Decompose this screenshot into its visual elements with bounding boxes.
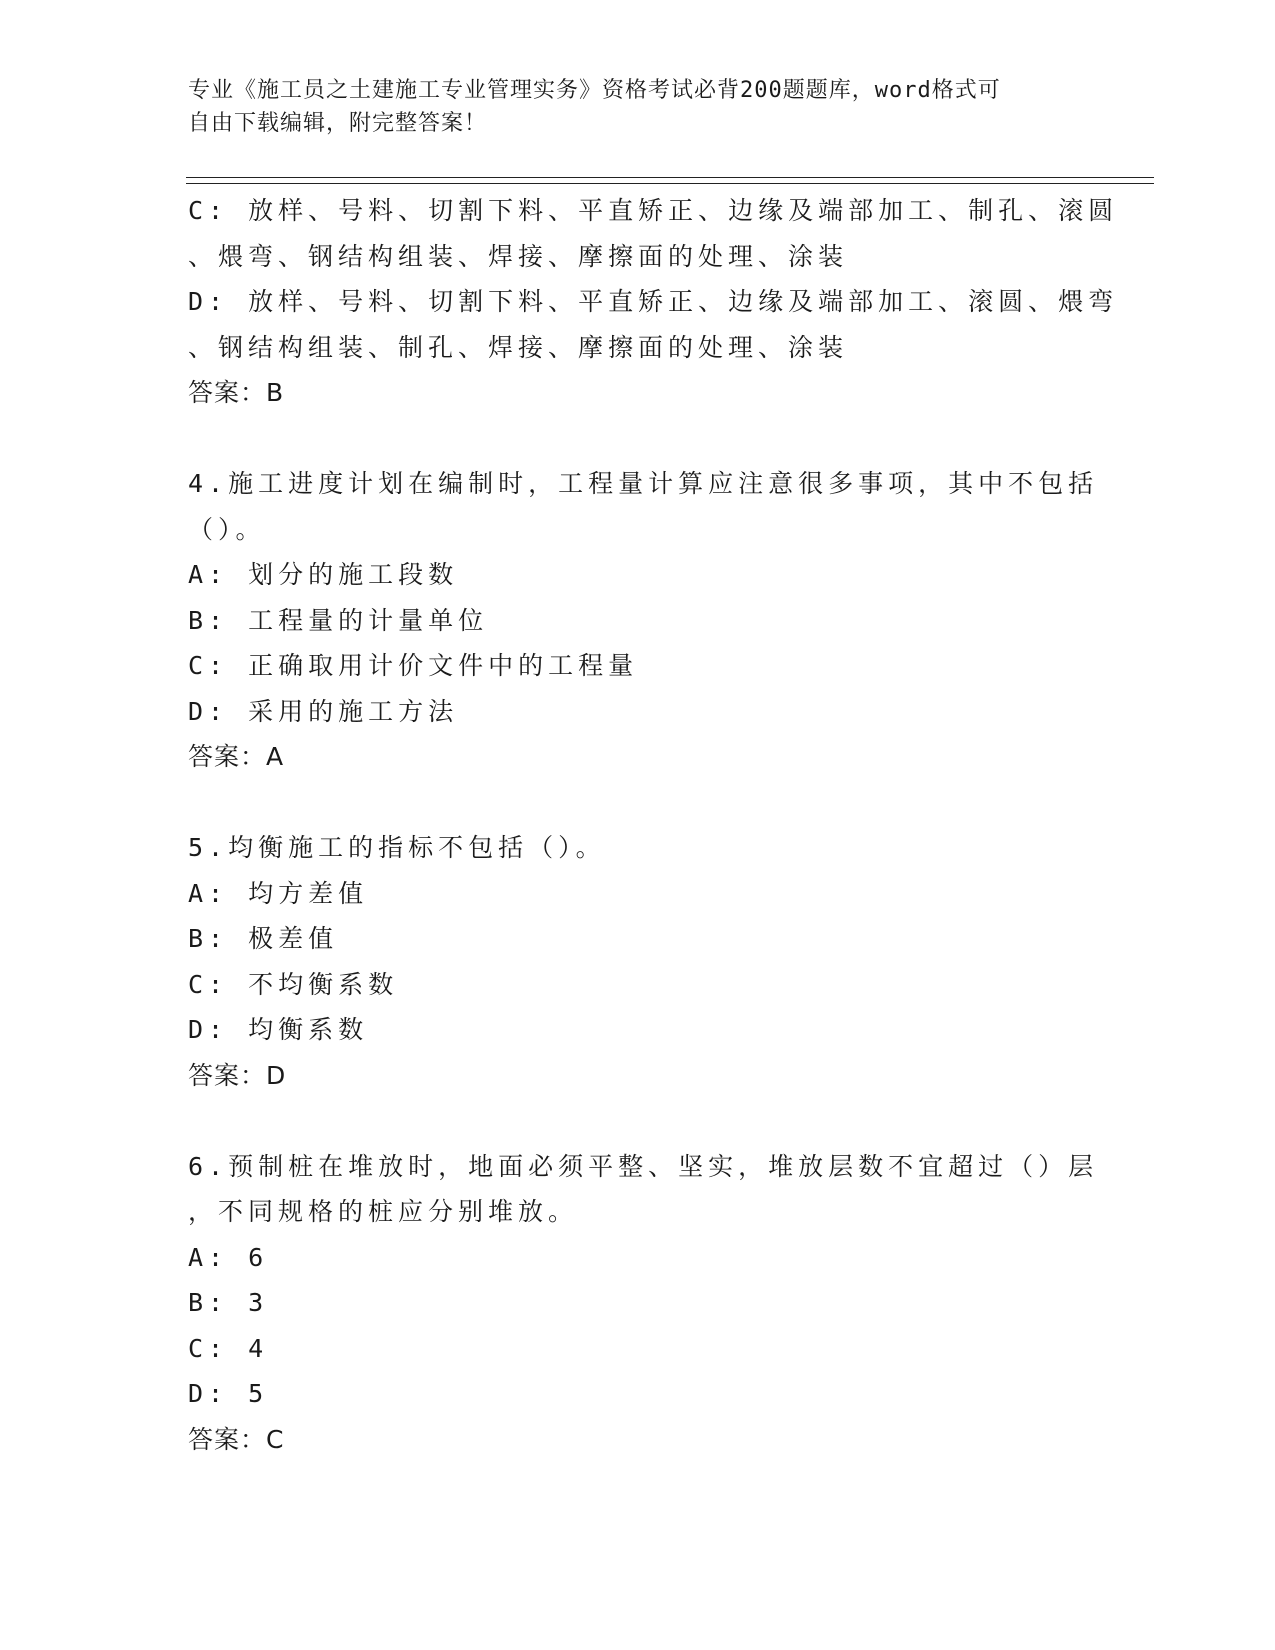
- option-d-line-2: 、钢结构组装、制孔、焊接、摩擦面的处理、涂装: [188, 332, 849, 362]
- option-a: A: 划分的施工段数: [188, 560, 459, 589]
- question-3-continuation: [188, 188, 1119, 416]
- spacer: [188, 416, 1088, 462]
- option-a: A: 6: [188, 1242, 269, 1272]
- spacer: [188, 1098, 1088, 1144]
- question-stem-line-2: ，不同规格的桩应分别堆放。: [188, 1197, 579, 1226]
- question-4: [188, 461, 1099, 780]
- question-list: [188, 188, 1119, 1462]
- answer-line: 答案：B: [188, 378, 285, 407]
- question-stem-line-2: （）。: [188, 514, 266, 544]
- header-title-line-1: 专业《施工员之土建施工专业管理实务》资格考试必背200题题库，word格式可: [188, 78, 1001, 103]
- option-d: D: 均衡系数: [188, 1015, 369, 1044]
- spacer: [188, 780, 1088, 826]
- question-stem-line-1: 5.均衡施工的指标不包括（）。: [188, 833, 606, 862]
- header-divider: [186, 177, 1154, 184]
- header-title-line-2: 自由下载编辑，附完整答案！: [188, 111, 488, 136]
- option-b: B: 工程量的计量单位: [188, 605, 489, 635]
- option-c-line-2: 、煨弯、钢结构组装、焊接、摩擦面的处理、涂装: [188, 241, 849, 271]
- document-header: [188, 74, 1068, 140]
- option-a: A: 均方差值: [188, 878, 369, 908]
- option-b: B: 3: [188, 1288, 269, 1317]
- option-c: C: 4: [188, 1333, 269, 1363]
- option-d-line-1: D: 放样、号料、切割下料、平直矫正、边缘及端部加工、滚圆、煨弯: [188, 287, 1119, 316]
- option-b: B: 极差值: [188, 924, 339, 953]
- option-d: D: 采用的施工方法: [188, 696, 459, 726]
- question-6: [188, 1144, 1099, 1463]
- answer-line: 答案：A: [188, 742, 285, 771]
- option-c: C: 不均衡系数: [188, 969, 399, 999]
- question-5: [188, 825, 1088, 1098]
- option-c: C: 正确取用计价文件中的工程量: [188, 651, 639, 680]
- option-c-line-1: C: 放样、号料、切割下料、平直矫正、边缘及端部加工、制孔、滚圆: [188, 196, 1119, 225]
- option-d: D: 5: [188, 1379, 269, 1408]
- question-stem-line-1: 4.施工进度计划在编制时，工程量计算应注意很多事项，其中不包括: [188, 469, 1099, 498]
- question-stem-line-1: 6.预制桩在堆放时，地面必须平整、坚实，堆放层数不宜超过（）层: [188, 1151, 1099, 1181]
- answer-line: 答案：C: [188, 1424, 285, 1454]
- answer-line: 答案：D: [188, 1060, 287, 1090]
